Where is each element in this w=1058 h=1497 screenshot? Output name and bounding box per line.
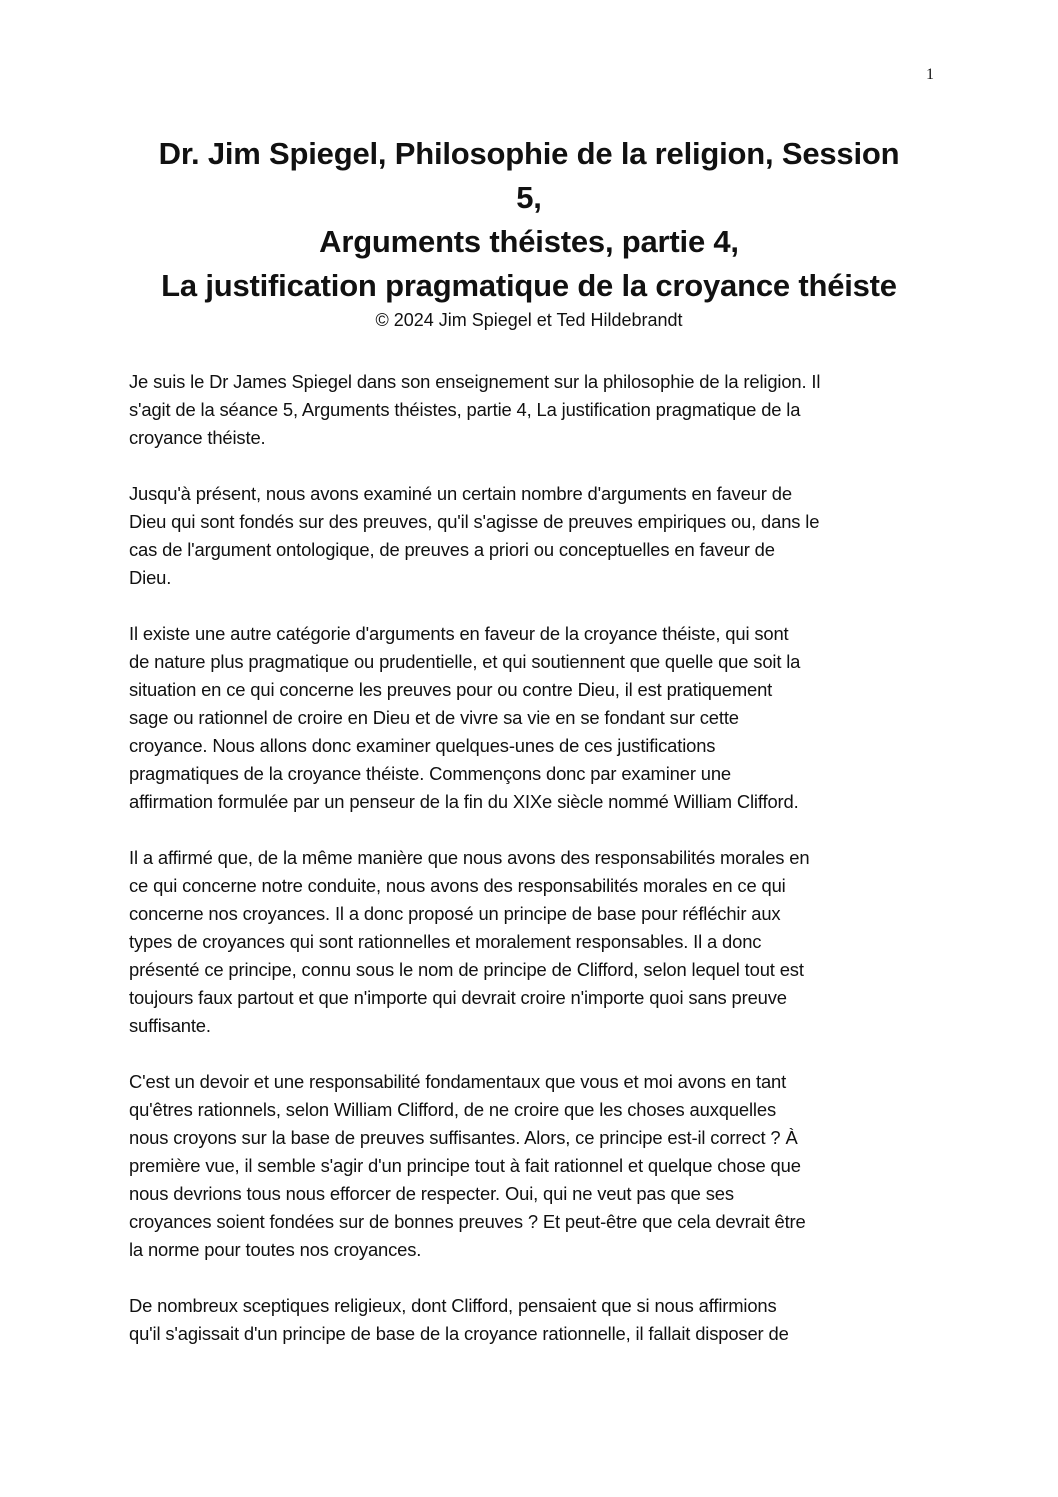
text-line: concerne nos croyances. Il a donc proposé un principe de base pour réfléchir aux bbox=[129, 903, 781, 924]
text-line: De nombreux sceptiques religieux, dont Clifford, pensaient que si nous affirmions bbox=[129, 1295, 777, 1316]
text-line: de nature plus pragmatique ou prudentielle, et qui soutiennent que quelle que soit la bbox=[129, 651, 801, 672]
text-line: première vue, il semble s'agir d'un principe tout à fait rationnel et quelque chose que bbox=[129, 1155, 801, 1176]
text-line: Dieu. bbox=[129, 567, 172, 588]
text-line: Dieu qui sont fondés sur des preuves, qu'il s'agisse de preuves empiriques ou, dans le bbox=[129, 511, 820, 532]
text-line: qu'êtres rationnels, selon William Clifford, de ne croire que les choses auxquelles bbox=[129, 1099, 776, 1120]
paragraph bbox=[129, 480, 935, 592]
title-line: 5, bbox=[516, 180, 542, 215]
text-line: Il existe une autre catégorie d'arguments en faveur de la croyance théiste, qui sont bbox=[129, 623, 789, 644]
text-line: ce qui concerne notre conduite, nous avons des responsabilités morales en ce qui bbox=[129, 875, 786, 896]
paragraph bbox=[129, 844, 935, 1040]
text-line: croyance. Nous allons donc examiner quelques-unes de ces justifications bbox=[129, 735, 716, 756]
copyright-notice: © 2024 Jim Spiegel et Ted Hildebrandt bbox=[375, 310, 683, 330]
document-body bbox=[129, 368, 935, 1376]
text-line: types de croyances qui sont rationnelles et moralement responsables. Il a donc bbox=[129, 931, 762, 952]
text-line: Je suis le Dr James Spiegel dans son enseignement sur la philosophie de la religion. Il bbox=[129, 371, 821, 392]
text-line: cas de l'argument ontologique, de preuves a priori ou conceptuelles en faveur de bbox=[129, 539, 775, 560]
text-line: nous croyons sur la base de preuves suffisantes. Alors, ce principe est-il correct ? À bbox=[129, 1127, 798, 1148]
title-line: Arguments théistes, partie 4, bbox=[319, 224, 739, 259]
text-line: affirmation formulée par un penseur de la fin du XIXe siècle nommé William Clifford. bbox=[129, 791, 799, 812]
text-line: suffisante. bbox=[129, 1015, 211, 1036]
paragraph bbox=[129, 620, 935, 816]
title-line: Dr. Jim Spiegel, Philosophie de la religion, Session bbox=[158, 136, 900, 171]
paragraph bbox=[129, 1292, 935, 1348]
text-line: sage ou rationnel de croire en Dieu et de vivre sa vie en se fondant sur cette bbox=[129, 707, 739, 728]
text-line: la norme pour toutes nos croyances. bbox=[129, 1239, 422, 1260]
text-line: Jusqu'à présent, nous avons examiné un certain nombre d'arguments en faveur de bbox=[129, 483, 792, 504]
text-line: croyances soient fondées sur de bonnes preuves ? Et peut-être que cela devrait être bbox=[129, 1211, 806, 1232]
text-line: s'agit de la séance 5, Arguments théistes, partie 4, La justification pragmatique de la bbox=[129, 399, 801, 420]
paragraph bbox=[129, 1068, 935, 1264]
text-line: toujours faux partout et que n'importe qui devrait croire n'importe quoi sans preuve bbox=[129, 987, 787, 1008]
text-line: situation en ce qui concerne les preuves pour ou contre Dieu, il est pratiquement bbox=[129, 679, 773, 700]
text-line: présenté ce principe, connu sous le nom de principe de Clifford, selon lequel tout est bbox=[129, 959, 804, 980]
text-line: croyance théiste. bbox=[129, 427, 266, 448]
text-line: Il a affirmé que, de la même manière que nous avons des responsabilités morales en bbox=[129, 847, 810, 868]
document-title bbox=[100, 132, 958, 332]
text-line: pragmatiques de la croyance théiste. Commençons donc par examiner une bbox=[129, 763, 731, 784]
text-line: C'est un devoir et une responsabilité fondamentaux que vous et moi avons en tant bbox=[129, 1071, 787, 1092]
page-number: 1 bbox=[926, 66, 934, 83]
text-line: nous devrions tous nous efforcer de respecter. Oui, qui ne veut pas que ses bbox=[129, 1183, 734, 1204]
title-line: La justification pragmatique de la croyance théiste bbox=[161, 268, 897, 303]
paragraph bbox=[129, 368, 935, 452]
text-line: qu'il s'agissait d'un principe de base de la croyance rationnelle, il fallait disposer de bbox=[129, 1323, 789, 1344]
